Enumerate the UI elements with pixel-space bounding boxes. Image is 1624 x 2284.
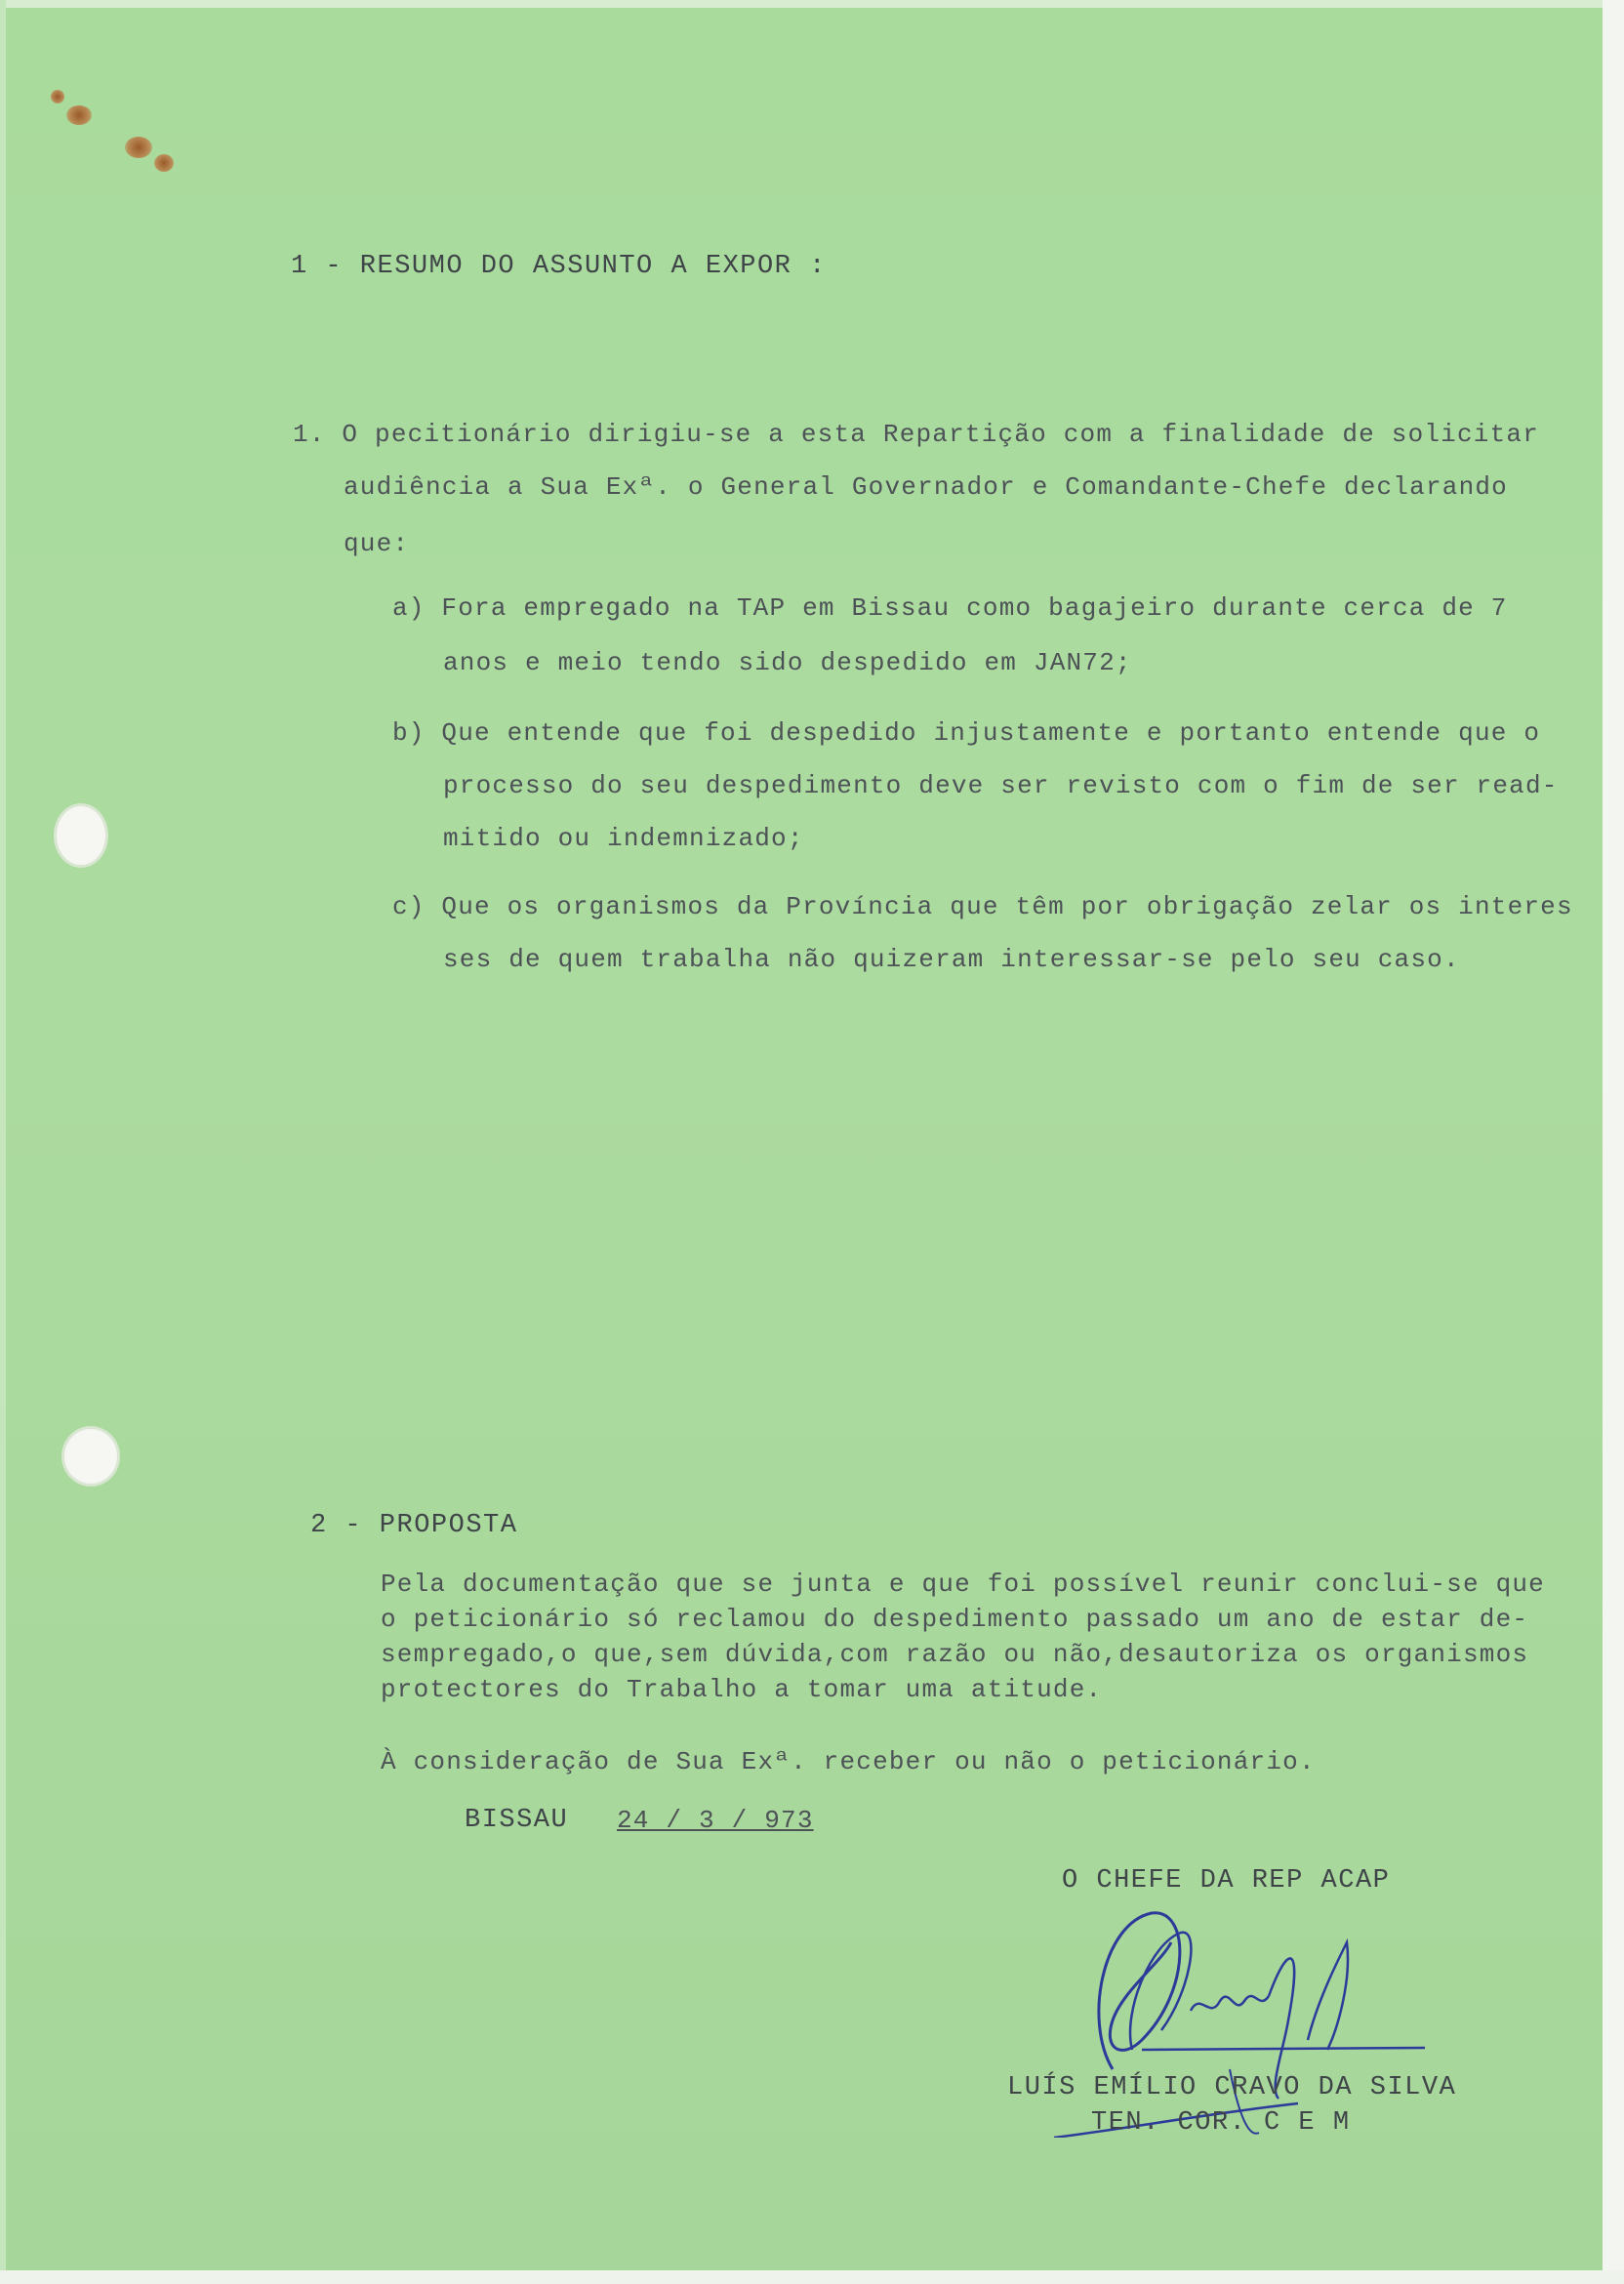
- sub-item-b-line: b) Que entende que foi despedido injustamente e portanto entende que o: [392, 718, 1541, 748]
- proposal-line: sempregado,o que,sem dúvida,com razão ou não,desautoriza os organismos: [381, 1640, 1529, 1669]
- place: BISSAU: [465, 1806, 569, 1835]
- sub-item-b-line: processo do seu despedimento deve ser revisto com o fim de ser read-: [443, 771, 1559, 800]
- right-edge: [1603, 0, 1624, 2284]
- sub-item-c-line: ses de quem trabalha não quizeram interessar-se pelo seu caso.: [443, 945, 1460, 974]
- top-edge: [0, 0, 1624, 8]
- signatory-rank: TEN. COR. C E M: [1091, 2108, 1351, 2138]
- proposal-line: Pela documentação que se junta e que foi possível reunir conclui-se que: [381, 1570, 1545, 1599]
- consideration-line: À consideração de Sua Exª. receber ou não o peticionário.: [381, 1747, 1316, 1776]
- item-1-line: audiência a Sua Exª. o General Governador e Comandante-Chefe declarando: [344, 472, 1508, 502]
- rust-stain: [154, 154, 174, 172]
- item-1-line: que:: [344, 529, 410, 558]
- sub-item-c-line: c) Que os organismos da Província que têm por obrigação zelar os interes: [392, 892, 1573, 921]
- handwritten-signature: [1044, 1903, 1454, 2138]
- item-1-line: 1. O pecitionário dirigiu-se a esta Repartição com a finalidade de solicitar: [293, 420, 1539, 449]
- bottom-edge: [0, 2270, 1624, 2284]
- sub-item-a-line: a) Fora empregado na TAP em Bissau como bagajeiro durante cerca de 7: [392, 593, 1508, 623]
- rust-stain: [125, 137, 152, 158]
- punch-hole: [64, 1429, 117, 1484]
- rust-stain: [51, 90, 64, 103]
- signatory-name: LUÍS EMÍLIO CRAVO DA SILVA: [1007, 2073, 1457, 2102]
- sub-item-b-line: mitido ou indemnizado;: [443, 824, 804, 853]
- date: 24 / 3 / 973: [617, 1806, 814, 1835]
- section-2-heading: 2 - PROPOSTA: [310, 1511, 518, 1540]
- rust-stain: [66, 105, 92, 125]
- punch-hole: [57, 806, 105, 865]
- left-edge: [0, 0, 6, 2284]
- section-1-heading: 1 - RESUMO DO ASSUNTO A EXPOR :: [291, 252, 827, 281]
- proposal-line: protectores do Trabalho a tomar uma atitude.: [381, 1675, 1103, 1704]
- proposal-line: o peticionário só reclamou do despedimento passado um ano de estar de-: [381, 1605, 1529, 1634]
- signatory-title: O CHEFE DA REP ACAP: [1062, 1866, 1391, 1896]
- sub-item-a-line: anos e meio tendo sido despedido em JAN72;: [443, 648, 1132, 677]
